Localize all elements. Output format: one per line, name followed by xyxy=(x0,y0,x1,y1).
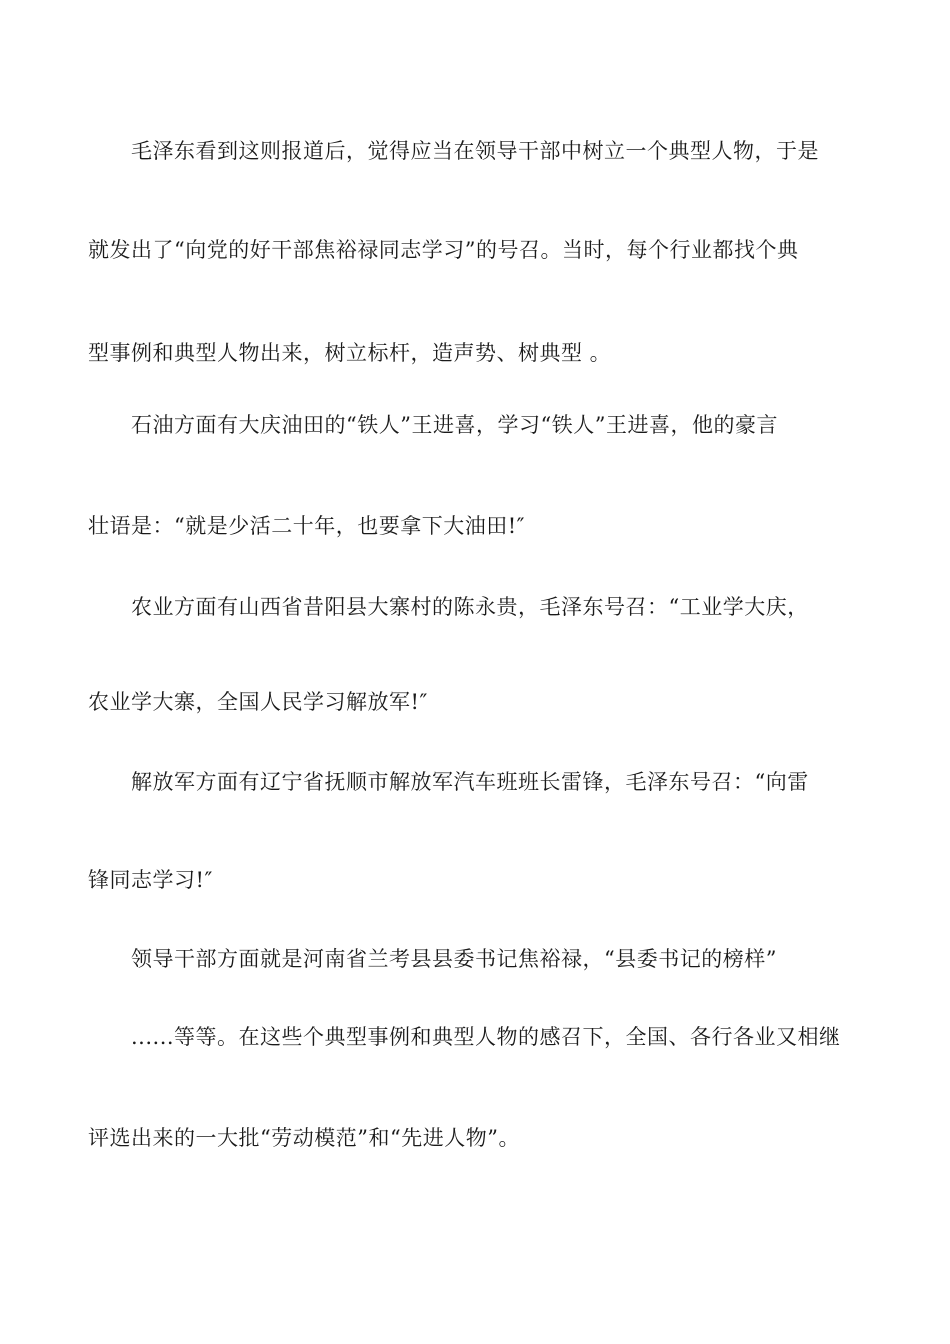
paragraph-5-line-3: 评选出来的一大批“劳动模范”和“先进人物”。 xyxy=(88,1126,520,1150)
paragraph-2-line-2: 壮语是：“就是少活二十年，也要拿下大油田!″ xyxy=(88,514,526,538)
paragraph-1-line-1: 毛泽东看到这则报道后，觉得应当在领导干部中树立一个典型人物，于是 xyxy=(131,139,819,163)
paragraph-3-line-1: 农业方面有山西省昔阳县大寨村的陈永贵，毛泽东号召：“工业学大庆， xyxy=(131,595,809,619)
paragraph-5-line-1: 领导干部方面就是河南省兰考县县委书记焦裕禄，“县委书记的榜样” xyxy=(131,947,777,971)
paragraph-4-line-2: 锋同志学习!″ xyxy=(88,868,213,892)
paragraph-5-line-2: ......等等。在这些个典型事例和典型人物的感召下，全国、各行各业又相继 xyxy=(131,1025,841,1049)
paragraph-1-line-3: 型事例和典型人物出来，树立标杆，造声势、树典型 。 xyxy=(88,341,612,365)
paragraph-2-line-1: 石油方面有大庆油田的“铁人”王进喜，学习“铁人”王进喜，他的豪言 xyxy=(131,413,778,437)
paragraph-4-line-1: 解放军方面有辽宁省抚顺市解放军汽车班班长雷锋，毛泽东号召：“向雷 xyxy=(131,770,809,794)
paragraph-1-line-2: 就发出了“向党的好干部焦裕禄同志学习”的号召。当时，每个行业都找个典 xyxy=(88,238,799,262)
paragraph-3-line-2: 农业学大寨，全国人民学习解放军!″ xyxy=(88,690,428,714)
